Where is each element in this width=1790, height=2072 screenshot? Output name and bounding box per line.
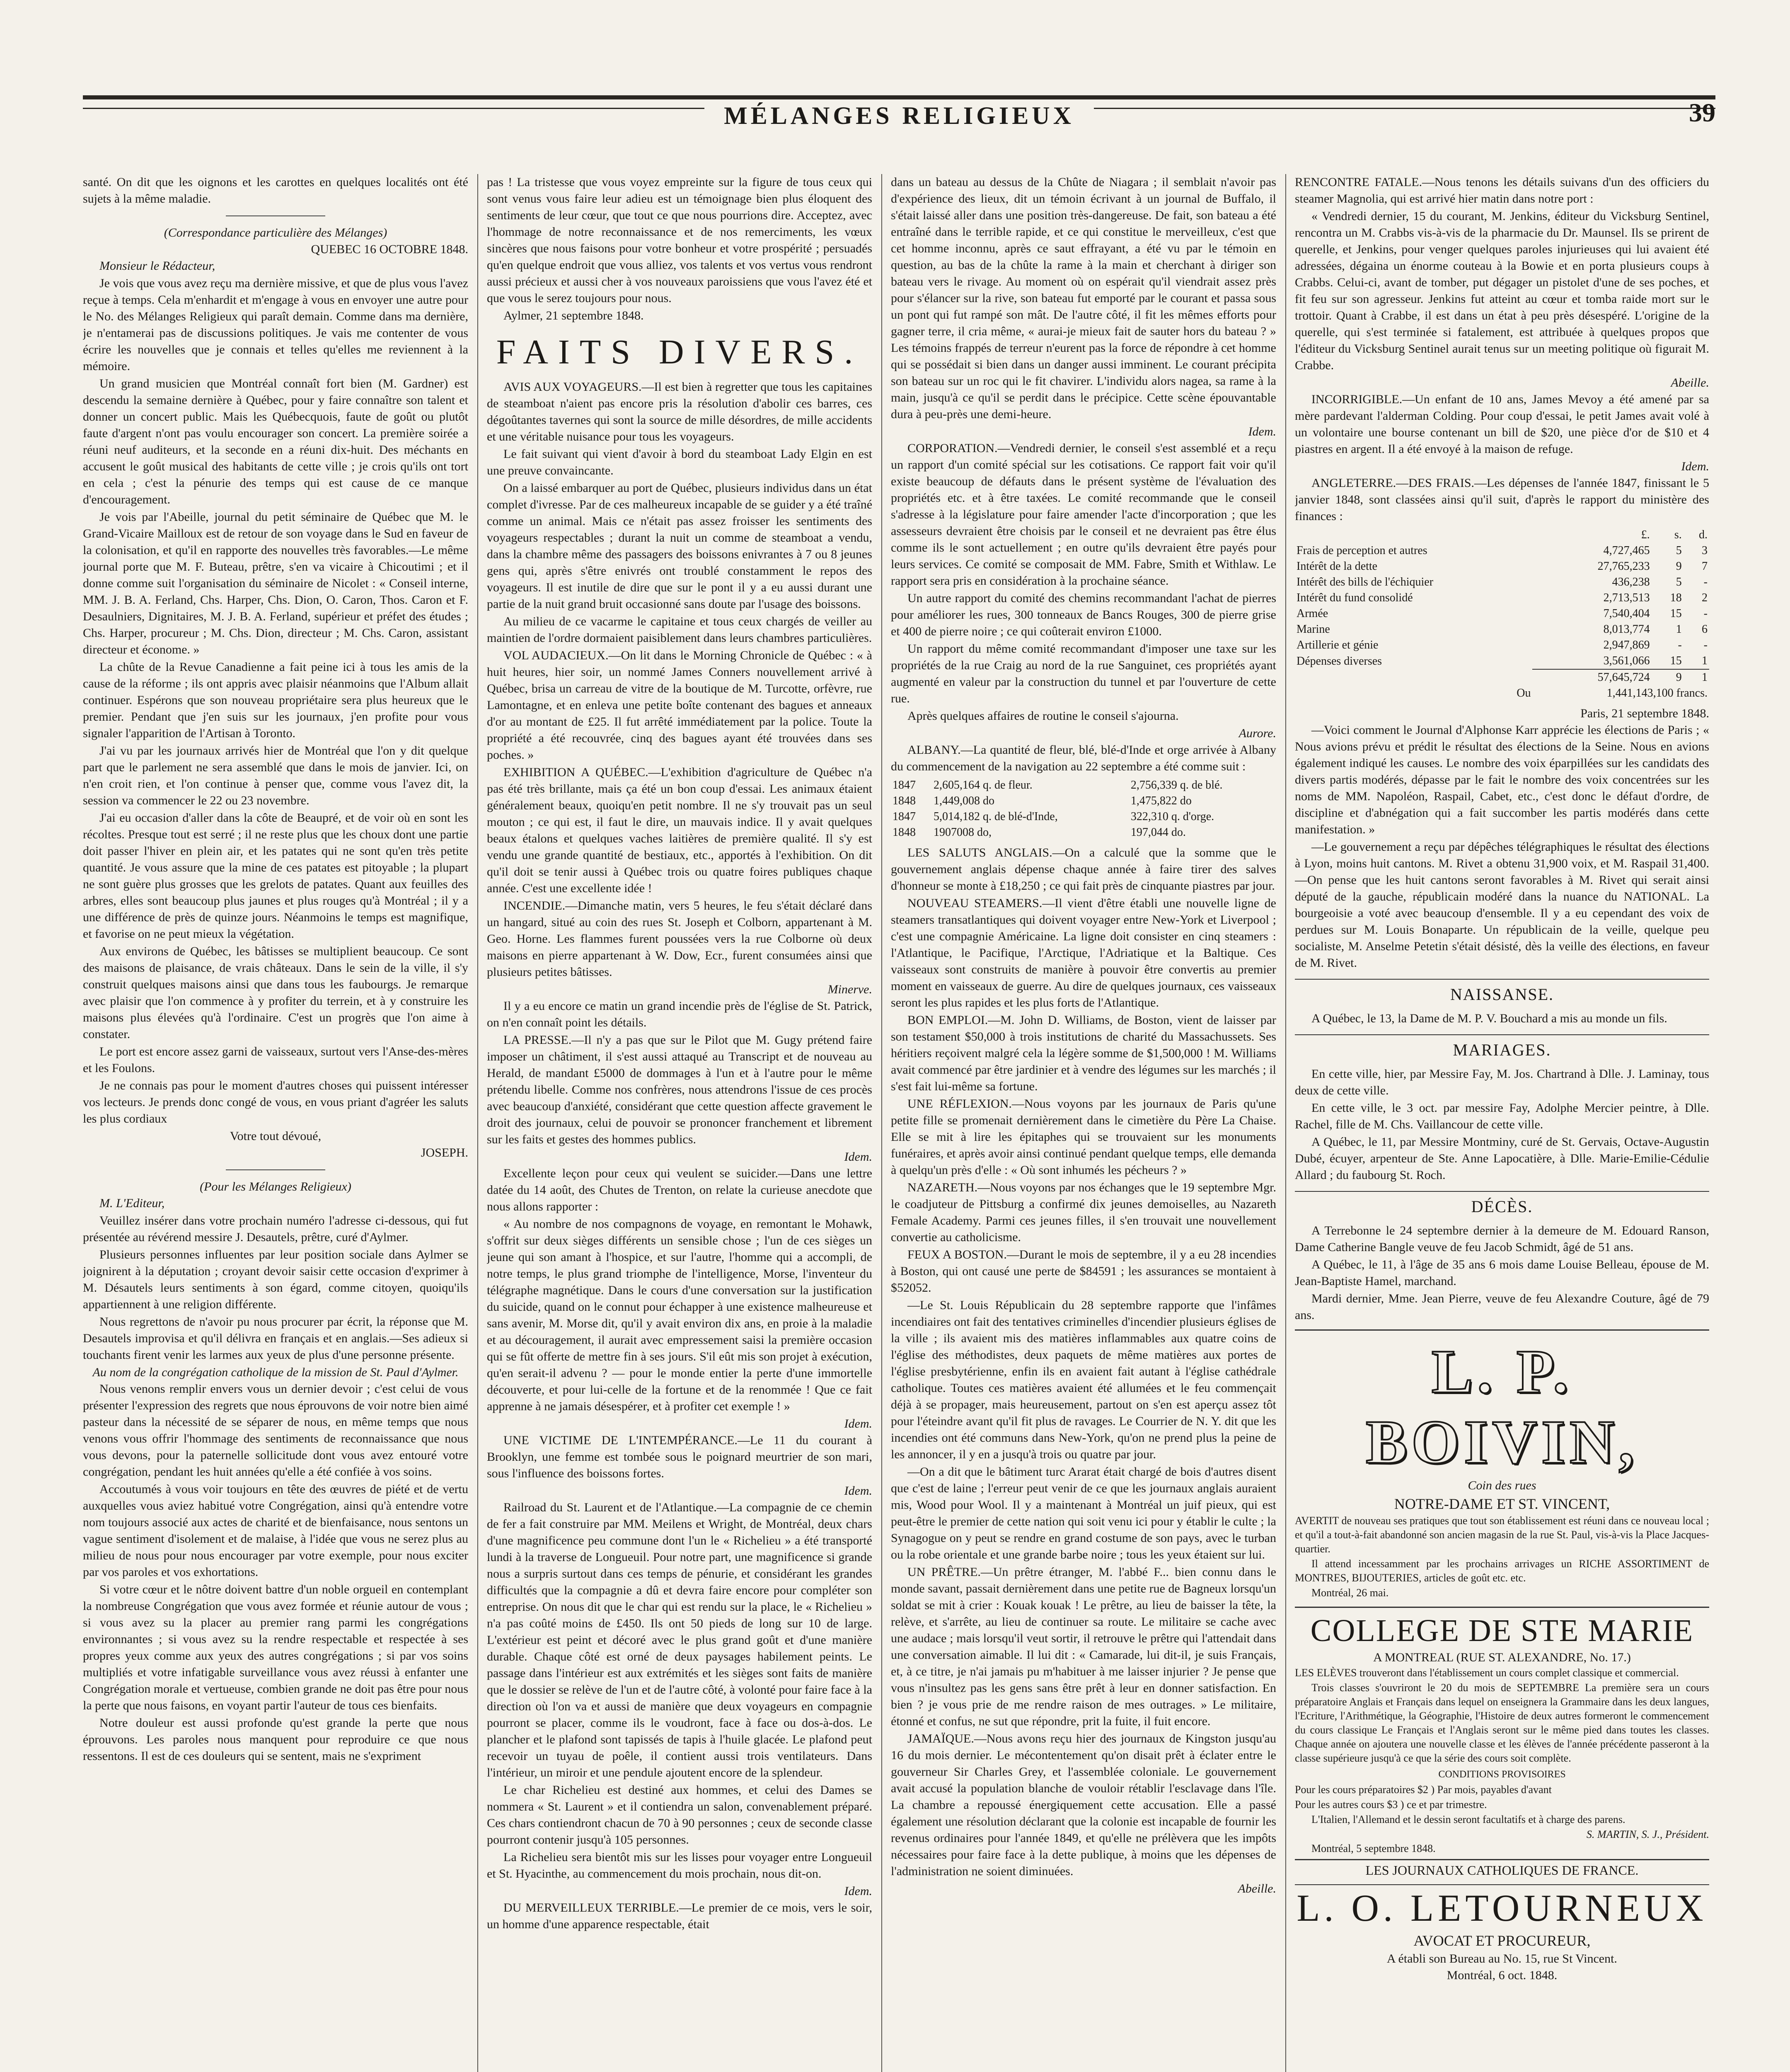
- expense-value: 3,561,066: [1603, 654, 1650, 667]
- table-row: [1295, 637, 1709, 653]
- paragraph: Plusieurs personnes influentes par leur position sociale dans Aylmer se joignirent à la députation ; croyant devoir saisir cette occasion d'exprimer à M. Désautels leurs sentiments à son égard, comme citoyen, quoiqu'ils appartiennent à une religion différente.: [83, 1248, 468, 1311]
- paragraph: Aux environs de Québec, les bâtisses se multiplient beaucoup. Ce sont des maisons de plaisance, de vrais châteaux. Dans le sein de la ville, il s'y construit quelques maisons ainsi que dans tous les faubourgs. Je remarque avec plaisir que l'on commence à y profiter du terrein, et à y construire les maisons plus élevées qu'à l'ordinaire. C'est un progrès que l'on aime à constater.: [83, 944, 468, 1041]
- news-item: JAMAÏQUE.—Nous avons reçu hier des journaux de Kingston jusqu'au 16 du mois dernier. Le mécontentement qu'on disait prêt à éclater entre le gouverneur Sir Charles Grey, et l'assemblée coloniale. Le gouvernement avait accusé la population blanche de vouloir rétablir l'esclavage dans l'île. La chambre a repoussé énergiquement cette accusation. Elle a passé également une résolution déclarant que la colonie est incapable de fournir les revenus ordinaires pour l'année 1849, et qu'elle ne prélèvera que les impôts nécessaires pour faire face à la dette publique, à moins que les dépenses de l'administration ne soient diminuées.: [891, 1732, 1276, 1878]
- notice: Mardi dernier, Mme. Jean Pierre, veuve de feu Alexandre Couture, âgé de 79 ans.: [1295, 1292, 1709, 1322]
- expense-value: 2,947,869: [1603, 639, 1650, 651]
- marriages-heading: MARIAGES.: [1295, 1034, 1709, 1063]
- expense-value: 436,238: [1612, 576, 1650, 588]
- paragraph: pas ! La tristesse que vous voyez empreinte sur la figure de tous ceux qui sont venus vous faire leur adieu est un témoignage bien plus éloquent des sentiments de leur cœur, que tout ce que nous pourrions dire. Acceptez, avec l'hommage de notre reconnaissance et de nos remerciments, les vœux sincères que nous faisons pour votre bonheur et votre prospérité ; persuadés qu'en quelque endroit que vous alliez, vos talents et vos vertus vous rendront aussi précieux et aussi cher à vos nouveaux paroissiens que vous l'avez été et que vous le serez toujours pour nous.: [487, 175, 872, 305]
- expense-value: 15: [1670, 654, 1682, 667]
- table-cell: 1,449,008 do: [933, 794, 994, 807]
- paragraph: Accoutumés à vous voir toujours en tête des œuvres de piété et de vertu auxquelles vous aviez habitué votre Congrégation, ainsi qu'à entendre votre nom toujours associé aux actes de charité et de bienfaisance, nous sentons un vague sentiment d'isolement et de malaise, à l'idée que vous ne serez plus au milieu de nous pour nous encourager par votre exemple, pour nous exciter par vos paroles et vos exhortations.: [83, 1482, 468, 1579]
- source: Idem.: [844, 1884, 872, 1898]
- advert-text: Pour les cours préparatoires $2 ) Par mois, payables d'avant: [1295, 1784, 1552, 1796]
- news-item: EXHIBITION A QUÉBEC.—L'exhibition d'agriculture de Québec n'a pas été très brillante, mais ça été un bon coup d'essai. Les animaux étaient généralement beaux, quoiqu'en petit nombre. Il ne s'y trouvait pas un seul mouton ; ce qui est, il faut le dire, un mauvais indice. Il y avait quelques beaux étalons et quelques vaches laitières de première qualité. Il s'y est vendu une grande quantité de bestiaux, etc., apportés à l'exhibition. On dit qu'il doit se tenir aussi à Québec trois ou quatre foires publiques chaque année. C'est une excellente idée !: [487, 765, 872, 895]
- column-4: [1295, 174, 1709, 2072]
- notice: A Terrebonne le 24 septembre dernier à la demeure de M. Edouard Ranson, Dame Catherine Bangle veuve de feu Jacob Schmidt, âgé de 51 ans.: [1295, 1224, 1709, 1254]
- address-heading: Au nom de la congrégation catholique de la mission de St. Paul d'Aylmer.: [92, 1365, 459, 1379]
- news-item: LES SALUTS ANGLAIS.—On a calculé que la somme que le gouvernement anglais dépense chaque année à faire tirer des salves d'honneur se monte à £18,250 ; ce qui fait près de cinquante piastres par jour.: [891, 846, 1276, 893]
- table-row: [891, 777, 1276, 793]
- expense-value: 8,013,774: [1603, 623, 1650, 636]
- table-row: [1295, 590, 1709, 606]
- expense-label: Artillerie et génie: [1297, 639, 1379, 651]
- news-item: Le fait suivant qui vient d'avoir à bord du steamboat Lady Elgin en est une preuve convaincante.: [487, 447, 872, 477]
- expense-value: 1: [1676, 623, 1682, 636]
- paragraph: J'ai vu par les journaux arrivés hier de Montréal que l'on y dit quelque part que le parlement ne sera assemblé que dans le mois de janvier. Ici, on n'en croit rien, et l'on continue à penser que, comme vous l'avez dit, la session va commencer le 22 ou 23 novembre.: [83, 744, 468, 807]
- expense-value: -: [1678, 639, 1682, 651]
- paragraph: Je vois que vous avez reçu ma dernière missive, et que de plus vous l'avez reçue à temps. Cela m'enhardit et m'engage à vous en envoyer une autre pour le No. des Mélanges Religieux qui paraît demain. Comme dans ma dernière, je n'entamerai pas de discussions politiques. Je vais me contenter de vous écrire les nouvelles que je connais et telles qu'elles me reviennent à la mémoire.: [83, 276, 468, 373]
- table-header: d.: [1699, 528, 1708, 541]
- column-3: [891, 174, 1276, 2072]
- paragraph: La chûte de la Revue Canadienne a fait peine ici à tous les amis de la cause de la réforme ; ils ont appris avec plaisir néanmoins que l'Album allait continuer. Espérons que son nouveau propriétaire sera plus heureux que le premier. Pendant que j'en suis sur les journaux, j'en profite pour vous signaler l'apparition de l'Artisan à Toronto.: [83, 660, 468, 740]
- table-row: [1295, 606, 1709, 622]
- news-item: Railroad du St. Laurent et de l'Atlantique.—La compagnie de ce chemin de fer a fait construire par MM. Meilens et Wright, de Montréal, deux chars d'une magnificence peu commune dont l'un le « Richelieu » a été transporté lundi à la traverse de Longueuil. Pour notre part, une magnificence si grande nous a surpris surtout dans ces temps de pénurie, et considérant les grandes difficultés que la compagnie a dû et devra faire encore pour compléter son entreprise. On nous dit que le char qui est rendu sur la place, le « Richelieu » n'a pas coûté moins de £450. Ils ont 50 pieds de long sur 10 de large. L'extérieur est peint et décoré avec le plus grand goût et d'une manière durable. Chaque côté est orné de deux paysages habilement peints. Le passage dans l'intérieur est aux extrémités et les sièges sont faits de manière que le dossier se relève de l'un et de l'autre côté, à volonté pour faire face à la direction où l'on va et aussi de manière que deux voyageurs en compagnie pourront se placer, comme ils le voudront, face à face ou dos-à-dos. Le plancher et le plafond sont tapissés de tapis à l'huile glacée. Le plafond peut recevoir un tuyau de poêle, il contient aussi trois ventilateurs. Dans l'intérieur, un miroir et une pendule ajoutent encore de la splendeur.: [487, 1501, 872, 1779]
- notice: A Québec, le 11, par Messire Montminy, curé de St. Gervais, Octave-Augustin Dubé, écuyer, arpenteur de Ste. Anne Lapocatière, à Dlle. Marie-Emilie-Cédulie Allard ; du faubourg St. Roch.: [1295, 1135, 1709, 1182]
- albany-table: [891, 777, 1276, 840]
- paragraph: Le port est encore assez garni de vaisseaux, surtout vers l'Anse-des-mères et les Foulons.: [83, 1045, 468, 1075]
- expense-label: Armée: [1297, 607, 1328, 620]
- column-divider: [881, 174, 882, 2072]
- column-divider: [1285, 174, 1286, 2072]
- news-item: Un autre rapport du comité des chemins recommandant l'achat de pierres pour améliorer les rues, 300 tonneaux de Bancs Rouges, 300 de pierre grise et 400 de pierre noire ; ce qui coûterait environ £1000.: [891, 591, 1276, 638]
- expense-value: 18: [1670, 591, 1682, 604]
- notice: En cette ville, hier, par Messire Fay, M. Jos. Chartrand à Dlle. J. Laminay, tous deux de cette ville.: [1295, 1067, 1709, 1097]
- table-row: [1295, 543, 1709, 559]
- advert-date: Montréal, 26 mai.: [1311, 1587, 1389, 1599]
- deaths-heading: DÉCÈS.: [1295, 1191, 1709, 1219]
- advert-date: Montréal, 5 septembre 1848.: [1311, 1842, 1436, 1854]
- table-row: [1295, 574, 1709, 590]
- closing: Votre tout dévoué,: [230, 1129, 322, 1143]
- letter-heading: (Pour les Mélanges Religieux): [200, 1180, 351, 1193]
- total-cell: 1: [1684, 669, 1709, 685]
- dateline: Aylmer, 21 septembre 1848.: [503, 309, 644, 322]
- paragraph: J'ai eu occasion d'aller dans la côte de Beaupré, et de voir où en sont les récoltes. Presque tout est serré ; il ne reste plus que les choux dont une partie doit passer l'hiver en plein air, et les patates qui ne sont qu'en très petite quantité. Je vous assure que la mine de ces patates est pitoyable ; la plupart ne sont guère plus grosses que les grelots de patates. Quant aux feuilles des arbres, elles sont beaucoup plus jaunes et plus rouges qu'à Montréal ; il y a une différence de près de quinze jours. Néanmoins le temps est magnifique, et favorise on ne peut mieux la végétation.: [83, 811, 468, 941]
- expense-value: -: [1703, 607, 1708, 620]
- notice: A Québec, le 11, à l'âge de 35 ans 6 mois dame Louise Belleau, épouse de M. Jean-Baptiste Hamel, marchand.: [1295, 1258, 1709, 1288]
- news-item: NOUVEAU STEAMERS.—Il vient d'être établi une nouvelle ligne de steamers transatlantiques qui doivent voyager entre New-York et Liverpool ; c'est une compagnie Américaine. La ligne doit consister en cinq steamers : l'Atlantique, le Pacifique, l'Arctique, l'Adriatique et la Baltique. Ces vaisseaux sont construits de manière à pouvoir être convertis au premier moment en vaisseaux de guerre. Au dire de quelques journaux, ces vaisseaux seront les plus rapides et les plus forts de l'Atlantique.: [891, 896, 1276, 1009]
- news-item: « Vendredi dernier, 15 du courant, M. Jenkins, éditeur du Vicksburg Sentinel, rencontra un M. Crabbs vis-à-vis de la pharmacie du Dr. Maunsel. Ils se prirent de querelle, et Jenkins, pour venger quelques paroles injurieuses qui lui avaient été adressées, dégaina un énorme couteau à la Bowie et en porta plusieurs coups à Crabbs. Celui-ci, avant de tomber, put dégager un pistolet d'une de ses poches, et fit feu sur son agresseur. Jenkins fut atteint au cœur et tomba raide mort sur le trottoir. Quant à Crabbe, il est dans un état à peu près désespéré. L'origine de la querelle, qui s'est terminée si fatalement, est attribuée à quelques propos que l'éditeur du Vicksburg Sentinel aurait tenus sur un meeting politique où figurait M. Crabbe.: [1295, 209, 1709, 372]
- source: Idem.: [844, 1417, 872, 1431]
- table-header: s.: [1674, 528, 1682, 541]
- table-cell: 1848: [893, 826, 916, 839]
- table-row: [891, 809, 1276, 825]
- expense-value: 27,765,233: [1597, 560, 1650, 573]
- table-row: [1295, 622, 1709, 637]
- column-divider: [477, 174, 478, 2072]
- expense-value: 9: [1676, 560, 1682, 573]
- paragraph: Nous venons remplir envers vous un dernier devoir ; c'est celui de vous présenter l'expression des regrets que nous éprouvons de voir notre bien aimé pasteur dans la nécessité de se séparer de nous, en même temps que nous venons vous offrir l'hommage des sentiments de reconnaissance que nous vous devons, pour la paternelle sollicitude dont vous avez entouré votre congrégation, pendant les huit années qu'elle a été confiée à vos soins.: [83, 1382, 468, 1479]
- news-item: La Richelieu sera bientôt mis sur les lisses pour voyager entre Longueuil et St. Hyacinthe, au commencement du mois prochain, nous dit-on.: [487, 1850, 872, 1881]
- expense-label: Intérêt de la dette: [1297, 560, 1378, 573]
- table-cell: 2,756,339 q. de blé.: [1130, 779, 1223, 792]
- news-item: CORPORATION.—Vendredi dernier, le conseil s'est assemblé et a reçu un rapport d'un comité spécial sur les cotisations. Ce rapport fait voir qu'il existe beaucoup de défauts dans le présent système de l'évaluation des propriétés etc. et à être taxées. Le comité recommande que le conseil s'adresse à la législature pour faire amender l'acte d'incorporation ; que les assesseurs devraient être choisis par le conseil et ne devraient pas être élus comme ils le sont actuellement ; en outre qu'ils devraient être payés pour leurs services. Ce comité se composait de MM. Fabre, Smith et Withlaw. Le rapport sera pris en considération à la prochaine séance.: [891, 441, 1276, 588]
- total-francs: 1,441,143,100 francs.: [1606, 687, 1708, 700]
- expense-value: 2: [1702, 591, 1708, 604]
- news-item: UN PRÊTRE.—Un prêtre étranger, M. l'abbé F... bien connu dans le monde savant, passait dernièrement dans une petite rue de Bagneux lorsqu'un soldat se mit à crier : Kouak kouak ! Le prêtre, au lieu de baisser la tête, la relève, et s'arrête, au lieu de continuer sa route. Le militaire se cache avec une audace ; mais lorsqu'il veut sortir, il retrouve le prêtre qui l'attendait dans une conversation aimable. Il lui dit : « Camarade, lui dit-il, je suis Français, et, à ce titre, je n'ai jamais pu m'habituer à me laisser injurier ? Je pense que vous n'insultez pas les gens sans être prêt à leur en donner satisfaction. En bien ? je vous prie de me rendre raison de mes outrages. » Le militaire, étonné et confus, ne sut que répondre, prit la fuite, il fuit encore.: [891, 1565, 1276, 1728]
- ad-divider: [1295, 1329, 1709, 1331]
- paragraph: Si votre cœur et le nôtre doivent battre d'un noble orgueil en contemplant la nombreuse Congrégation que vous avez formée et réunie autour de vous ; si vous avez su la placer au premier rang parmi les congrégations environnantes ; si vous avez su la rendre respectable et respectée à ses propres yeux comme aux yeux des autres congrégations ; si par vos soins multipliés et votre infatigable surveillance vous avez réussi à enfanter une Congrégation morale et vertueuse, combien grande ne doit pas être pour nous la perte que nous faisons, en voyant partir l'auteur de tous ces bienfaits.: [83, 1583, 468, 1712]
- expense-value: -: [1703, 576, 1708, 588]
- news-item: —Voici comment le Journal d'Alphonse Karr apprécie les élections de Paris ; « Nous avions prévu et prédit le résultat des élections de la Seine. Nous en avions également indiqué les causes. Le nombre des voix éparpillées sur les candidats des divers partis modérés, dépasse par le fait le nombre des voix concentrées sur les noms de MM. Napoléon, Raspail, Cabet, etc., c'est donc le défaut d'ordre, de discipline et d'abnégation qui a fait succomber les partis modérés dans cette manifestation. »: [1295, 723, 1709, 836]
- table-header: £.: [1641, 528, 1650, 541]
- news-item: VOL AUDACIEUX.—On lit dans le Morning Chronicle de Québec : « à huit heures, hier soir, un nommé James Conners nouvellement arrivé à Québec, brisa un carreau de vitre de la boutique de M. Turcotte, orfèvre, rue Lamontagne, et en enleva une petite boîte contenant des bagues et anneaux d'or au montant de £25. Il fut arrêté immédiatement par la police. Toute la propriété a été recouvrée, cinq des bagues ayant été trouvées dans ses poches. »: [487, 649, 872, 762]
- table-cell: 1907008 do,: [933, 826, 992, 839]
- news-item: Après quelques affaires de routine le conseil s'ajourna.: [907, 709, 1179, 723]
- advert-letourneux-title: L. O. LETOURNEUX: [1295, 1884, 1709, 1931]
- table-cell: 197,044 do.: [1130, 826, 1186, 839]
- news-item: NAZARETH.—Nous voyons par nos échanges que le 19 septembre Mgr. le coadjuteur de Pittsburg a confirmé dix jeunes demoiselles, au Nazareth Female Academy. Parmi ces jeunes filles, il s'en trouvait une nouvellement convertie au catholicisme.: [891, 1181, 1276, 1244]
- source: Minerve.: [827, 983, 872, 996]
- source: Abeille.: [1238, 1882, 1276, 1895]
- paragraph: Je ne connais pas pour le moment d'autres choses qui puissent intéresser vos lecteurs. Je prends donc congé de vous, en vous priant d'agréer les saluts les plus cordiaux: [83, 1079, 468, 1126]
- separator: [226, 1169, 325, 1170]
- news-item: On a laissé embarquer au port de Québec, plusieurs individus dans un état complet d'ivresse. Par de ces malheureux incapable de se guider y a été traîné comme un animal. Mais ce n'était pas assez froisser les sentiments des voyageurs respectables ; durant la nuit un comme de steamboat a vendu, dans la chambre même des passagers des boissons enivrantes à 7 ou 8 jeunes gens qui, après s'être enivrés ont troublé constamment le repos des voyageurs. Il est inutile de dire que sur le pont il y a eu aussi durant une partie de la nuit grand bruit occasionné sans doute par l'usage des boissons.: [487, 481, 872, 611]
- news-item: Excellente leçon pour ceux qui veulent se suicider.—Dans une lettre datée du 14 août, des Chutes de Trenton, on relate la curieuse anecdote que nous allons rapporter :: [487, 1167, 872, 1213]
- news-item: Le char Richelieu est destiné aux hommes, et celui des Dames se nommera « St. Laurent » et il contiendra un salon, convenablement préparé. Ces chars contiendront chacun de 70 à 90 personnes ; ceux de seconde classe pourront contenir jusqu'à 105 personnes.: [487, 1783, 872, 1847]
- masthead-title: MÉLANGES RELIGIEUX: [704, 102, 1094, 130]
- separator: [226, 215, 325, 216]
- news-item: Un rapport du même comité recommandant d'imposer une taxe sur les propriétés de la rue Craig au nord de la rue Sanguinet, ces propriétés ayant augmenté en valeur par la construction du tunnel et par l'ouverture de cette rue.: [891, 642, 1276, 705]
- expense-value: 1: [1702, 654, 1708, 667]
- news-item: DU MERVEILLEUX TERRIBLE.—Le premier de ce mois, vers le soir, un homme d'une apparence respectable, était: [487, 1901, 872, 1931]
- expense-value: 7: [1702, 560, 1708, 573]
- expense-label: Marine: [1297, 623, 1330, 636]
- dateline: QUEBEC 16 OCTOBRE 1848.: [311, 242, 468, 256]
- advert-signature: S. MARTIN, S. J., Président.: [1586, 1828, 1709, 1840]
- expense-label: Intérêt des bills de l'échiquier: [1297, 576, 1434, 588]
- expense-value: 5: [1676, 576, 1682, 588]
- table-cell: 5,014,182 q. de blé-d'Inde,: [933, 810, 1058, 823]
- table-cell: 1848: [893, 794, 916, 807]
- table-row: [1295, 559, 1709, 574]
- paragraph: Nous regrettons de n'avoir pu nous procurer par écrit, la réponse que M. Desautels improvisa et qu'il délivra en français et en anglais.—Ses adieux si touchants firent venir les larmes aux yeux de plus d'une personne présente.: [83, 1315, 468, 1362]
- source: Aurore.: [1238, 726, 1276, 740]
- advert-college-title: COLLEGE DE STE MARIE: [1295, 1607, 1709, 1649]
- total-cell: 57,645,724: [1532, 669, 1651, 685]
- header-rule: [83, 95, 1715, 99]
- expense-value: 5: [1676, 544, 1682, 557]
- news-item: BON EMPLOI.—M. John D. Williams, de Boston, vient de laisser par son testament $50,000 à trois institutions de charité du Massachussets. Ses héritiers reçoivent malgré cela la légère somme de $1,500,000 ! M. Williams avait commencé par être jardinier et à vendre des légumes sur les marchés ; il s'est fait lui-même sa fortune.: [891, 1013, 1276, 1093]
- paragraph: Notre douleur est aussi profonde qu'est grande la perte que nous éprouvons. Les paroles nous manquent pour reproduire ce que nous ressentons. Il est de ces douleurs qui se sentent, mais ne s'expriment: [83, 1716, 468, 1763]
- news-item: INCENDIE.—Dimanche matin, vers 5 heures, le feu s'était déclaré dans un hangard, situé au coin des rues St. Joseph et Colborn, appartenant à M. Geo. Horne. Les flammes furent poussées vers la rue Colborne où deux maisons en pierre appartenant à W. Dow, Ecr., furent consumées ainsi que plusieurs petites bâtisses.: [487, 899, 872, 979]
- expense-value: 4,727,465: [1603, 544, 1650, 557]
- advert-address: NOTRE-DAME ET ST. VINCENT,: [1394, 1496, 1610, 1512]
- news-item: ALBANY.—La quantité de fleur, blé, blé-d'Inde et orge arrivée à Albany du commencement de la navigation au 22 septembre a été comme suit :: [891, 743, 1276, 773]
- advert-boivin-title: L. P. BOIVIN,: [1366, 1337, 1638, 1477]
- signature: JOSEPH.: [421, 1146, 468, 1159]
- page-header: [83, 25, 1715, 141]
- advert-text: Il attend incessamment par les prochains arrivages un RICHE ASSORTIMENT de MONTRES, BIJOUTERIES, articles de goût etc. etc.: [1295, 1558, 1709, 1584]
- news-item: —On a dit que le bâtiment turc Ararat était chargé de bois d'autres disent que c'est de laine ; l'erreur peut venir de ce que les journaux anglais auraient mis, Wood pour Wool. Il y a maintenant à Montréal un juif pieux, qui est peut-être le premier de cette nation qui soit venu ici pour y établir le culte ; la Synagogue on y peut se rendre en grand costume de son pays, avec le turban ou la robe orientale et une grande barbe noire ; tous les yeux étaient sur lui.: [891, 1465, 1276, 1561]
- news-item: —Le gouvernement a reçu par dépêches télégraphiques le résultat des élections à Lyon, moins huit cantons. M. Rivet a obtenu 31,900 voix, et M. Raspail 31,400.—On pense que les huit cantons seront favorables à M. Rivet qui serait ainsi député de la gauche, républicain modéré dans la nuance du NATIONAL. La bourgeoisie a voté avec beaucoup d'ensemble. Il y a eu cependant des voix de perdues sur M. Louis Bonaparte. Un républicain de la veille, quelque peu socialiste, M. Anselme Petetin s'était désisté, dès la veille des élections, en faveur de M. Rivet.: [1295, 840, 1709, 970]
- notice: A Québec, le 13, la Dame de M. P. V. Bouchard a mis au monde un fils.: [1311, 1012, 1667, 1025]
- advert-text: Pour les autres cours $3 ) ce et par trimestre.: [1295, 1798, 1487, 1811]
- advert-text: LES ELÈVES trouveront dans l'établissement un cours complet classique et commercial.: [1295, 1667, 1679, 1679]
- news-item: UNE RÉFLEXION.—Nous voyons par les journaux de Paris qu'une petite fille se promenait dernièrement dans le cimetière du Père La Chaise. Elle se mit à lire les épitaphes qui se trouvaient sur les monuments funéraires, et après avoir ainsi continué pendant quelque temps, elle demanda à quelqu'un près d'elle : « Où sont inhumés les pécheurs ? »: [891, 1097, 1276, 1177]
- column-2: [487, 174, 872, 2072]
- news-item: Au milieu de ce vacarme le capitaine et tous ceux chargés de veiller au maintien de l'ordre dormaient paisiblement dans leurs chambres particulières.: [487, 615, 872, 645]
- news-item: RENCONTRE FATALE.—Nous tenons les détails suivans d'un des officiers du steamer Magnolia, qui est arrivé hier matin dans notre port :: [1295, 175, 1709, 206]
- correspondence-heading: (Correspondance particulière des Mélanges): [164, 226, 387, 240]
- table-row: [1295, 653, 1709, 669]
- total-cell: 9: [1652, 669, 1684, 685]
- expense-value: 15: [1670, 607, 1682, 620]
- advert-text: Trois classes s'ouvriront le 20 du mois de SEPTEMBRE La première sera un cours préparatoire Anglais et Français dans lequel on enseignera la Grammaire dans les deux langues, l'Ecriture, l'Arithmétique, la Géographie, l'Histoire de deux autres formeront le commencement du cours classique Le Français et l'Anglais seront sur le même pied dans toutes les classes. Chaque année on ajoutera une nouvelle classe et les élèves de l'année précédente passeront à la classe supérieure jusqu'à ce que la série des cours soit complète.: [1295, 1682, 1709, 1764]
- advert-address: A MONTREAL (RUE ST. ALEXANDRE, No. 17.): [1373, 1651, 1631, 1664]
- article-continuation: santé. On dit que les oignons et les carottes en quelques localités ont été sujets à la même maladie.: [83, 175, 468, 206]
- expense-value: 7,540,404: [1603, 607, 1650, 620]
- total-label: Ou: [1517, 687, 1531, 700]
- advert-text: A établi son Bureau au No. 15, rue St Vincent.: [1387, 1952, 1617, 1965]
- table-cell: 1847: [893, 779, 916, 792]
- page-number: 39: [1689, 98, 1715, 127]
- advert-subtitle: AVOCAT ET PROCUREUR,: [1413, 1932, 1591, 1949]
- news-item: Il y a eu encore ce matin un grand incendie près de l'église de St. Patrick, on n'en connaît point les détails.: [487, 999, 872, 1029]
- column-1: [83, 174, 468, 2072]
- source: Idem.: [844, 1150, 872, 1164]
- source: Idem.: [1248, 425, 1276, 438]
- advert-text: AVERTIT de nouveau ses pratiques que tout son établissement est réuni dans ce nouveau local ; et qu'il a tout-à-fait abandonné son ancien magasin de la rue St. Paul, vis-à-vis la Place Jacques-quartier.: [1295, 1515, 1709, 1555]
- table-cell: 322,310 q. d'orge.: [1130, 810, 1214, 823]
- source: Idem.: [844, 1484, 872, 1498]
- salutation: M. L'Editeur,: [99, 1196, 165, 1210]
- source: Abeille.: [1671, 376, 1709, 390]
- table-cell: 2,605,164 q. de fleur.: [933, 779, 1033, 792]
- notice: En cette ville, le 3 oct. par messire Fay, Adolphe Mercier peintre, à Dlle. Rachel, fille de M. Chs. Vaillancour de cette ville.: [1295, 1101, 1709, 1131]
- table-cell: 1847: [893, 810, 916, 823]
- advert-date: Montréal, 6 oct. 1848.: [1447, 1968, 1558, 1982]
- paragraph: Un grand musicien que Montréal connaît fort bien (M. Gardner) est descendu la semaine dernière à Québec, pour y faire connaître son talent et donner un concert public. Mais les Québecquois, faute de goût ou plutôt faute d'argent n'ont pas voulu encourager son concert. La première soirée a réuni neuf auditeurs, et la seconde en a réuni dix-huit. Des méchants en accusent le goût musical des habitants de cette ville ; je crois qu'ils ont tort en cela ; c'est la pénurie des temps qui est cause de ce manque d'encouragement.: [83, 377, 468, 506]
- expenses-table: [1295, 527, 1709, 701]
- dateline: Paris, 21 septembre 1848.: [1580, 707, 1709, 720]
- expense-label: Dépenses diverses: [1297, 654, 1382, 668]
- expense-value: 6: [1702, 623, 1708, 636]
- news-item: dans un bateau au dessus de la Chûte de Niagara ; il semblait n'avoir pas d'expérience des lieux, dit un témoin écrivant à un journal de Buffalo, il s'était laissé aller dans une position très-dangereuse. De fait, son bateau a été entraîné dans le terrible rapide, et ce qui constitue le merveilleux, c'est que cet homme inconnu, après ce saut effrayant, a été vu par le témoin en question, au bas de la chûte la rame à la main et cherchant à diriger son bateau vers le rivage. Au moment où on espérait qu'il viendrait assez près pour s'élancer sur la rive, son bateau fut emporté par le courant et passa sous un pont qui fut rampé son mât. De l'autre côté, il fit les mêmes efforts pour gagner terre, il cria même, « aurai-je mieux fait de sauter hors du bateau ? » Les témoins frappés de terreur n'eurent pas la force de répondre à cet homme qui se possédait si bien dans un danger aussi imminent. Le courant précipita son bateau sur un roc qui le fit chavirer. L'individu alors nagea, sa rame à la main, jusqu'à ce qu'il se perdit dans le précipice. Cette scène épouvantable dura à peu-près une demi-heure.: [891, 175, 1276, 421]
- conditions-heading: CONDITIONS PROVISOIRES: [1438, 1769, 1566, 1780]
- advert-subtitle: Coin des rues: [1468, 1479, 1536, 1492]
- news-item: AVIS AUX VOYAGEURS.—Il est bien à regretter que tous les capitaines de steamboat n'aient pas encore pris la résolution d'abolir ces barres, ces dégoûtantes tavernes qui sont la source de mille désordres, de mille accidents et une véritable nuisance pour tous les voyageurs.: [487, 380, 872, 443]
- news-item: ANGLETERRE.—DES FRAIS.—Les dépenses de l'année 1847, finissant le 5 janvier 1848, sont classées ainsi qu'il suit, d'après le rapport du ministère des finances :: [1295, 476, 1709, 523]
- paragraph: Je vois par l'Abeille, journal du petit séminaire de Québec que M. le Grand-Vicaire Mailloux est de retour de son voyage dans le Sud en faveur de la colonisation, et qu'il en rapporte des nouvelles très favorables.—Le même journal porte que M. F. Buteau, prêtre, s'en va vicaire à Chicoutimi ; et il donne comme suit l'organisation du séminaire de Nicolet : « Conseil interne, MM. J. B. A. Ferland, Chs. Harper, Chs. Dion, O. Caron, Thos. Caron et F. Desaulniers, Dignitaires, M. J. B. A. Ferland, supérieur et préfet des études ; Chs. Harper, procureur ; M. Chs. Dion, directeur ; M. Chs. Caron, assistant directeur et économe. »: [83, 510, 468, 656]
- news-item: « Au nombre de nos compagnons de voyage, en remontant le Mohawk, s'offrit sur deux sièges différents un sensible chose ; l'un de ces sièges un jeune qui son amant à l'hospice, et sur l'autre, l'homme qui a accompli, de notre temps, le plus grand triomphe de l'intelligence, Morse, l'inventeur du télégraphe magnétique. Dans le cours d'une conversation sur la justification du suicide, quand on le connut pour échapper à une existence malheureuse et sans avenir, M. Morse dit, qu'il y avait environ dix ans, en proie à la maladie et au découragement, il aurait avec empressement saisi la première occasion qui se fût offerte de mettre fin à ses jours. S'il eût mis son projet à exécution, qu'en serait-il advenu ? — pour le monde entier la perte d'une immortelle découverte, et pour lui-celle de la fortune et de la renommée ! Que ce fait apprenne à ne jamais désespérer, et à profiter cet exemple ! »: [487, 1217, 872, 1413]
- news-item: INCORRIGIBLE.—Un enfant de 10 ans, James Mevoy a été amené par sa mère pardevant l'alderman Colding. Pour coup d'essai, le petit James avait volé à un volontaire une bourse contenant un bill de $20, une pièce d'or de $10 et 4 piastres en argent. Il a été envoyé à la maison de refuge.: [1295, 392, 1709, 456]
- expense-value: 3: [1702, 544, 1708, 557]
- advert-journaux: LES JOURNAUX CATHOLIQUES DE FRANCE.: [1295, 1859, 1709, 1880]
- section-title-faits-divers: FAITS DIVERS.: [496, 333, 863, 371]
- salutation: Monsieur le Rédacteur,: [99, 259, 215, 273]
- expense-value: 2,713,513: [1603, 591, 1650, 604]
- expense-label: Intérêt du fund consolidé: [1297, 591, 1413, 604]
- paragraph: Veuillez insérer dans votre prochain numéro l'adresse ci-dessous, qui fut présentée au révérend messire J. Desautels, prêtre, curé d'Aylmer.: [83, 1214, 468, 1244]
- source: Idem.: [1681, 460, 1709, 473]
- table-cell: 1,475,822 do: [1130, 794, 1192, 807]
- table-row: [891, 793, 1276, 809]
- news-item: LA PRESSE.—Il n'y a pas que sur le Pilot que M. Gugy prétend faire imposer un châtiment, il s'est aussi attaqué au Transcript et de nouveau au Herald, de mandant £5000 de dommages à l'un et à l'autre pour le même prétendu libelle. Comme nos confrères, nous attendrons l'issue de ces procès avec beaucoup d'anxiété, considérant que cette question affecte gravement le droit des journaux, celui de pouvoir se prononcer franchement et librement sur les faits et gestes des hommes publics.: [487, 1033, 872, 1146]
- news-item: UNE VICTIME DE L'INTEMPÉRANCE.—Le 11 du courant à Brooklyn, une femme est tombée sous le poignard meurtrier de son mari, sous l'influence des boissons fortes.: [487, 1433, 872, 1480]
- expense-label: Frais de perception et autres: [1297, 544, 1427, 557]
- births-heading: NAISSANSE.: [1295, 979, 1709, 1007]
- expense-value: -: [1703, 639, 1708, 651]
- news-item: FEUX A BOSTON.—Durant le mois de septembre, il y a eu 28 incendies à Boston, qui ont causé une perte de $84591 ; les assurances se montaient à $52052.: [891, 1248, 1276, 1295]
- news-item: —Le St. Louis Républicain du 28 septembre rapporte que l'infâmes incendiaires ont fait des tentatives criminelles d'incendier plusieurs églises de la ville ; ils avaient mis des matières inflammables aux quatre coins de l'église des méthodistes, deux paquets de même matières aux portes de l'église presbytérienne, enfin ils en avaient fait autant à l'église cathédrale catholique. Toutes ces matières avaient été allumées et le feu commençait déjà à se propager, mais heureusement, partout on s'en est aperçu assez tôt pour l'éteindre avant qu'il fit plus de ravages. Le Courrier de N. Y. dit que les incendies ont été communs dans New-York, qu'on ne prend plus la peine de les annoncer, il y en a jusqu'à trois ou quatre par jour.: [891, 1298, 1276, 1461]
- table-row: [891, 825, 1276, 840]
- advert-text: L'Italien, l'Allemand et le dessin seront facultatifs et à charge des parens.: [1311, 1813, 1626, 1825]
